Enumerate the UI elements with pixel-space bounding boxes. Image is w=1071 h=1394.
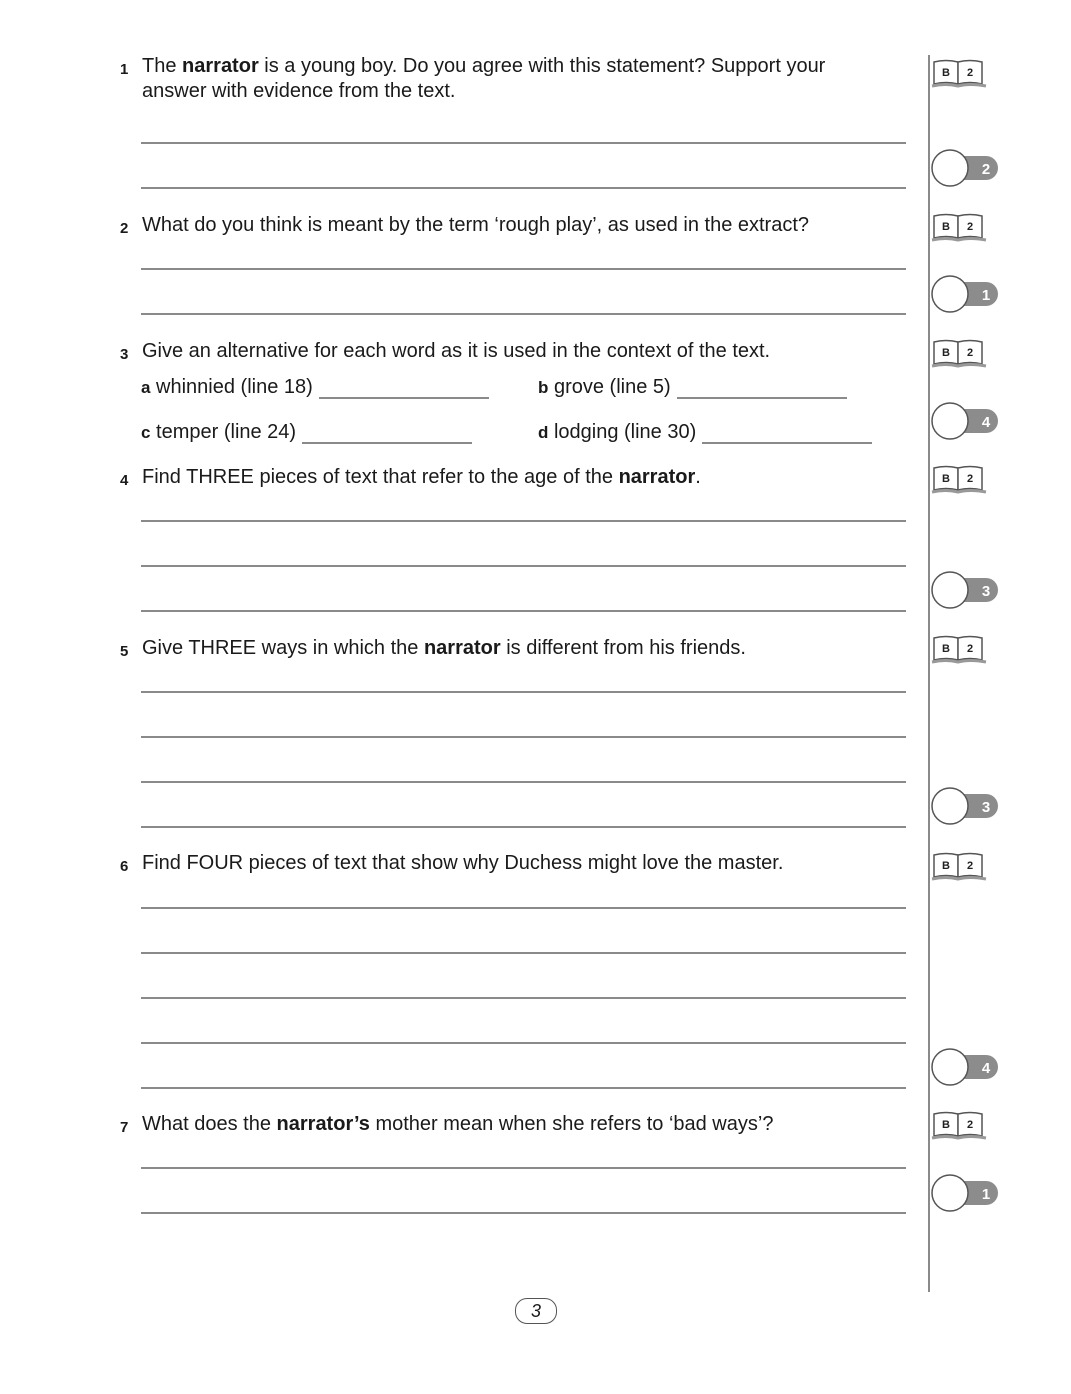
sub-question-b: b grove (line 5) bbox=[538, 375, 847, 400]
question-number: 3 bbox=[120, 346, 129, 363]
answer-line[interactable] bbox=[141, 1167, 906, 1169]
svg-text:3: 3 bbox=[981, 799, 991, 816]
svg-text:2: 2 bbox=[966, 1119, 974, 1131]
sub-question-c: c temper (line 24) bbox=[141, 420, 472, 445]
answer-line[interactable] bbox=[141, 907, 906, 909]
svg-text:2: 2 bbox=[966, 67, 974, 79]
mark-box[interactable] bbox=[930, 570, 1000, 610]
question-text: Find FOUR pieces of text that show why Duchess might love the master. bbox=[142, 852, 784, 874]
book-icon bbox=[930, 336, 988, 368]
svg-text:4: 4 bbox=[981, 1060, 991, 1077]
mark-box[interactable] bbox=[930, 148, 1000, 188]
question-number: 7 bbox=[120, 1119, 129, 1136]
answer-line[interactable] bbox=[141, 313, 906, 315]
question-number: 4 bbox=[120, 472, 129, 489]
answer-line[interactable] bbox=[141, 826, 906, 828]
question-text: Give THREE ways in which the narrator is different from his friends. bbox=[142, 637, 746, 659]
svg-text:B: B bbox=[942, 643, 950, 655]
question-text: Find THREE pieces of text that refer to the age of the narrator. bbox=[142, 466, 701, 488]
book-icon bbox=[930, 849, 988, 881]
question-number: 5 bbox=[120, 643, 129, 660]
svg-text:2: 2 bbox=[966, 221, 974, 233]
page-number: 3 bbox=[515, 1298, 557, 1324]
svg-text:B: B bbox=[942, 347, 950, 359]
answer-line[interactable] bbox=[141, 691, 906, 693]
svg-text:2: 2 bbox=[966, 347, 974, 359]
svg-text:B: B bbox=[942, 860, 950, 872]
question-number: 6 bbox=[120, 858, 129, 875]
book-icon bbox=[930, 56, 988, 88]
answer-line[interactable] bbox=[141, 565, 906, 567]
book-icon bbox=[930, 1108, 988, 1140]
book-icon bbox=[930, 632, 988, 664]
svg-text:2: 2 bbox=[966, 473, 974, 485]
sub-question-d: d lodging (line 30) bbox=[538, 420, 872, 445]
answer-line[interactable] bbox=[141, 1087, 906, 1089]
mark-box[interactable] bbox=[930, 401, 1000, 441]
svg-text:2: 2 bbox=[981, 161, 991, 178]
mark-box[interactable] bbox=[930, 1047, 1000, 1087]
svg-text:1: 1 bbox=[981, 1186, 991, 1203]
svg-text:B: B bbox=[942, 1119, 950, 1131]
answer-line[interactable] bbox=[141, 1212, 906, 1214]
svg-text:1: 1 bbox=[981, 287, 991, 304]
question-text: What does the narrator’s mother mean when she refers to ‘bad ways’? bbox=[142, 1113, 774, 1135]
mark-box[interactable] bbox=[930, 1173, 1000, 1213]
book-icon bbox=[930, 462, 988, 494]
svg-text:2: 2 bbox=[966, 860, 974, 872]
mark-box[interactable] bbox=[930, 274, 1000, 314]
answer-line[interactable] bbox=[141, 187, 906, 189]
question-text: The narrator is a young boy. Do you agree with this statement? Support your answer with evidence from the text. bbox=[142, 55, 826, 102]
answer-line[interactable] bbox=[141, 781, 906, 783]
answer-line[interactable] bbox=[141, 142, 906, 144]
answer-blank[interactable] bbox=[702, 442, 872, 444]
answer-blank[interactable] bbox=[677, 397, 847, 399]
answer-blank[interactable] bbox=[302, 442, 472, 444]
question-text: What do you think is meant by the term ‘rough play’, as used in the extract? bbox=[142, 214, 810, 236]
mark-box[interactable] bbox=[930, 786, 1000, 826]
answer-line[interactable] bbox=[141, 610, 906, 612]
answer-line[interactable] bbox=[141, 520, 906, 522]
svg-text:2: 2 bbox=[966, 643, 974, 655]
svg-text:4: 4 bbox=[981, 414, 991, 431]
svg-text:B: B bbox=[942, 473, 950, 485]
question-number: 2 bbox=[120, 220, 129, 237]
answer-line[interactable] bbox=[141, 952, 906, 954]
answer-line[interactable] bbox=[141, 1042, 906, 1044]
answer-line[interactable] bbox=[141, 997, 906, 999]
book-icon bbox=[930, 210, 988, 242]
svg-text:B: B bbox=[942, 67, 950, 79]
answer-blank[interactable] bbox=[319, 397, 489, 399]
question-number: 1 bbox=[120, 61, 129, 78]
question-text: Give an alternative for each word as it is used in the context of the text. bbox=[142, 340, 771, 362]
svg-text:B: B bbox=[942, 221, 950, 233]
answer-line[interactable] bbox=[141, 736, 906, 738]
svg-text:3: 3 bbox=[981, 583, 991, 600]
answer-line[interactable] bbox=[141, 268, 906, 270]
sub-question-a: a whinnied (line 18) bbox=[141, 375, 489, 400]
